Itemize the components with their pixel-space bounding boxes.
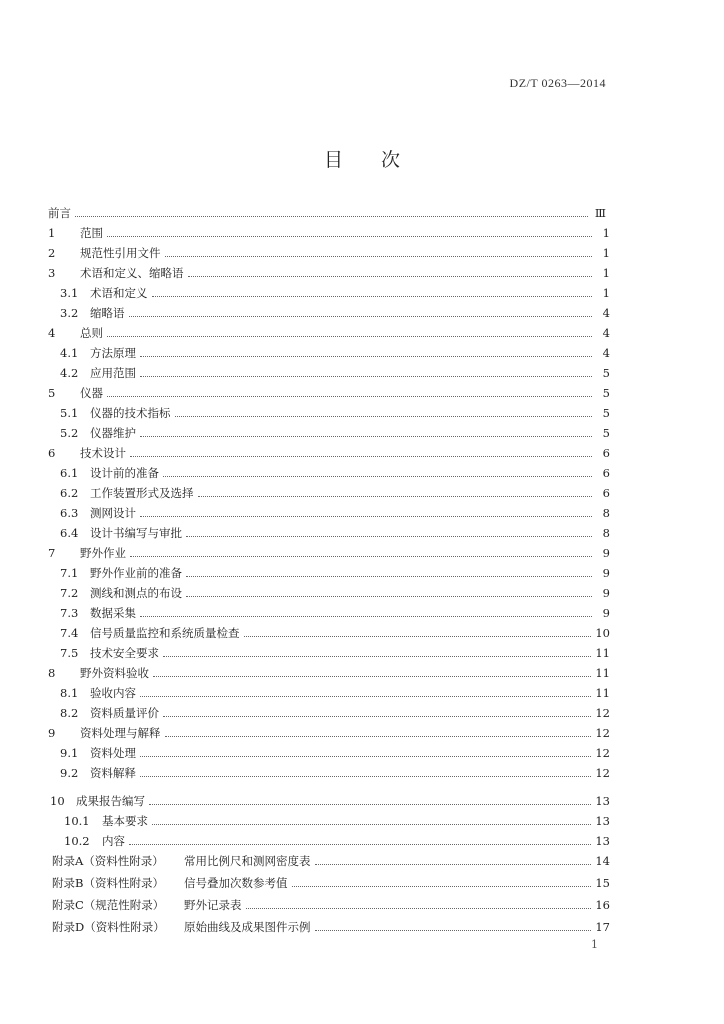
toc-entry[interactable]	[60, 566, 610, 580]
leader-dots	[107, 227, 592, 237]
toc-entry-page: 12	[595, 746, 610, 760]
toc-entry[interactable]	[50, 794, 610, 808]
toc-entry-foreword[interactable]	[48, 206, 606, 220]
toc-entry-page: 6	[602, 486, 610, 500]
toc-entry[interactable]	[60, 586, 610, 600]
leader-dots	[140, 767, 591, 777]
leader-dots	[140, 607, 592, 617]
toc-entry-page: 13	[595, 794, 610, 808]
toc-entry-page: 14	[595, 854, 610, 868]
leader-dots	[152, 815, 591, 825]
toc-entry-number: 3.2	[60, 306, 79, 320]
leader-dots	[188, 267, 593, 277]
toc-entry-page: 8	[602, 506, 610, 520]
toc-entry-page: 9	[602, 606, 610, 620]
leader-dots	[315, 855, 592, 865]
toc-entry-label: 工作装置形式及选择	[90, 486, 194, 500]
toc-entry-number: 2	[48, 246, 56, 260]
toc-entry-label: 信号质量监控和系统质量检查	[90, 626, 240, 640]
standard-code: DZ/T 0263—2014	[509, 76, 606, 90]
leader-dots	[175, 407, 593, 417]
toc-entry-page: Ⅲ	[594, 206, 606, 220]
toc-entry-page: 17	[595, 920, 610, 934]
toc-entry-label: 数据采集	[90, 606, 136, 620]
toc-entry-number: 1	[48, 226, 56, 240]
leader-dots	[130, 547, 592, 557]
toc-entry-label: 野外作业	[80, 546, 126, 560]
toc-entry-number: 附录B（资料性附录）	[52, 876, 164, 890]
toc-entry-number: 10.1	[64, 814, 90, 828]
toc-entry-page: 9	[602, 546, 610, 560]
toc-entry[interactable]	[48, 666, 610, 680]
toc-entry-number: 4.2	[60, 366, 79, 380]
leader-dots	[186, 527, 592, 537]
toc-entry-label: 仪器的技术指标	[90, 406, 171, 420]
toc-entry-label: 术语和定义	[90, 286, 148, 300]
leader-dots	[129, 307, 593, 317]
toc-entry-label: 技术安全要求	[90, 646, 159, 660]
toc-entry-number: 9.2	[60, 766, 79, 780]
toc-entry[interactable]	[48, 266, 610, 280]
leader-dots	[140, 507, 592, 517]
toc-entry-annex[interactable]	[52, 876, 610, 890]
toc-entry-number: 8.1	[60, 686, 79, 700]
toc-entry-label: 资料处理与解释	[80, 726, 161, 740]
toc-entry-label: 仪器	[80, 386, 103, 400]
toc-entry[interactable]	[48, 226, 610, 240]
toc-entry-label: 内容	[102, 834, 125, 848]
toc-entry[interactable]	[60, 466, 610, 480]
page-title: 目次	[323, 149, 438, 171]
toc-entry[interactable]	[60, 486, 610, 500]
toc-entry[interactable]	[60, 646, 610, 660]
toc-entry-number: 附录D（资料性附录）	[52, 920, 165, 934]
toc-entry[interactable]	[60, 746, 610, 760]
leader-dots	[165, 727, 592, 737]
toc-entry-number: 9.1	[60, 746, 79, 760]
toc-entry-number: 6.1	[60, 466, 79, 480]
leader-dots	[140, 347, 592, 357]
toc-entry-page: 5	[602, 406, 610, 420]
toc-entry-page: 11	[595, 686, 610, 700]
toc-entry-page: 6	[602, 466, 610, 480]
toc-entry-label: 野外资料验收	[80, 666, 149, 680]
toc-entry-page: 5	[602, 366, 610, 380]
toc-entry[interactable]	[64, 814, 610, 828]
toc-entry-number: 5.1	[60, 406, 79, 420]
leader-dots	[107, 387, 592, 397]
leader-dots	[163, 707, 591, 717]
leader-dots	[186, 567, 592, 577]
toc-entry-label: 方法原理	[90, 346, 136, 360]
toc-entry-label: 设计书编写与审批	[90, 526, 182, 540]
toc-entry-page: 1	[602, 266, 610, 280]
toc-entry[interactable]	[48, 386, 610, 400]
toc-entry-label: 技术设计	[80, 446, 126, 460]
toc-entry[interactable]	[48, 326, 610, 340]
toc-entry[interactable]	[60, 626, 610, 640]
toc-entry-number: 4	[48, 326, 56, 340]
toc-entry[interactable]	[60, 766, 610, 780]
leader-dots	[163, 647, 591, 657]
toc-entry[interactable]	[60, 526, 610, 540]
toc-entry-number: 5.2	[60, 426, 79, 440]
toc-entry-label: 前言	[48, 206, 71, 220]
toc-entry-page: 16	[595, 898, 610, 912]
toc-entry-annex[interactable]	[52, 854, 610, 868]
toc-entry-page: 10	[595, 626, 610, 640]
toc-entry-number: 3.1	[60, 286, 79, 300]
toc-entry-number: 7.3	[60, 606, 79, 620]
toc-entry[interactable]	[60, 346, 610, 360]
toc-entry-page: 4	[602, 306, 610, 320]
toc-entry-label: 信号叠加次数参考值	[184, 876, 288, 890]
toc-entry-page: 5	[602, 386, 610, 400]
toc-entry-number: 7.4	[60, 626, 79, 640]
toc-entry[interactable]	[60, 426, 610, 440]
toc-entry-number: 4.1	[60, 346, 79, 360]
toc-entry-number: 10.2	[64, 834, 90, 848]
leader-dots	[198, 487, 593, 497]
toc-entry[interactable]	[48, 446, 610, 460]
leader-dots	[186, 587, 592, 597]
leader-dots	[246, 899, 592, 909]
toc-entry[interactable]	[60, 706, 610, 720]
toc-entry-page: 1	[602, 286, 610, 300]
toc-entry-label: 测网设计	[90, 506, 136, 520]
toc-entry-page: 1	[602, 246, 610, 260]
toc-entry-label: 总则	[80, 326, 103, 340]
toc-entry-number: 3	[48, 266, 56, 280]
leader-dots	[129, 835, 591, 845]
toc-entry-number: 6.3	[60, 506, 79, 520]
leader-dots	[140, 747, 591, 757]
toc-entry-page: 1	[602, 226, 610, 240]
toc-entry-number: 7.5	[60, 646, 79, 660]
toc-entry-number: 6.2	[60, 486, 79, 500]
toc-entry-label: 成果报告编写	[76, 794, 145, 808]
toc-entry[interactable]	[60, 686, 610, 700]
toc-entry-annex[interactable]	[52, 920, 610, 934]
leader-dots	[149, 795, 591, 805]
toc-entry-number: 5	[48, 386, 56, 400]
toc-entry-page: 13	[595, 834, 610, 848]
toc-entry-page: 4	[602, 346, 610, 360]
leader-dots	[140, 687, 591, 697]
toc-entry-label: 常用比例尺和测网密度表	[184, 854, 311, 868]
toc-entry-page: 9	[602, 566, 610, 580]
toc-entry-page: 12	[595, 766, 610, 780]
toc-entry[interactable]	[60, 366, 610, 380]
leader-dots	[140, 427, 592, 437]
toc-entry-number: 7	[48, 546, 56, 560]
leader-dots	[292, 877, 592, 887]
toc-entry-number: 附录C（规范性附录）	[52, 898, 165, 912]
toc-entry-label: 应用范围	[90, 366, 136, 380]
toc-entry-label: 验收内容	[90, 686, 136, 700]
toc-entry[interactable]	[60, 506, 610, 520]
leader-dots	[315, 921, 592, 931]
toc-entry-number: 9	[48, 726, 56, 740]
leader-dots	[153, 667, 591, 677]
toc-entry-label: 范围	[80, 226, 103, 240]
toc-entry[interactable]	[48, 546, 610, 560]
toc-entry-page: 11	[595, 666, 610, 680]
toc-entry-page: 9	[602, 586, 610, 600]
toc-entry[interactable]	[60, 286, 610, 300]
leader-dots	[75, 207, 588, 217]
leader-dots	[130, 447, 592, 457]
toc-entry-number: 8	[48, 666, 56, 680]
toc-entry-number: 附录A（资料性附录）	[52, 854, 164, 868]
toc-entry-page: 8	[602, 526, 610, 540]
toc-entry-number: 8.2	[60, 706, 79, 720]
toc-entry-page: 4	[602, 326, 610, 340]
toc-entry[interactable]	[48, 246, 610, 260]
toc-entry-label: 资料质量评价	[90, 706, 159, 720]
toc-entry-label: 野外作业前的准备	[90, 566, 182, 580]
toc-entry[interactable]	[60, 406, 610, 420]
leader-dots	[165, 247, 593, 257]
toc-entry-number: 7.2	[60, 586, 79, 600]
toc-entry[interactable]	[60, 306, 610, 320]
page-number: 1	[591, 938, 598, 951]
toc-entry-number: 6	[48, 446, 56, 460]
toc-entry-label: 基本要求	[102, 814, 148, 828]
toc-entry-annex[interactable]	[52, 898, 610, 912]
toc-entry-number: 7.1	[60, 566, 79, 580]
toc-entry-label: 测线和测点的布设	[90, 586, 182, 600]
leader-dots	[163, 467, 592, 477]
toc-entry-label: 缩略语	[90, 306, 125, 320]
toc-entry-label: 资料处理	[90, 746, 136, 760]
toc-entry-page: 5	[602, 426, 610, 440]
leader-dots	[107, 327, 592, 337]
toc-entry-page: 6	[602, 446, 610, 460]
toc-entry[interactable]	[48, 726, 610, 740]
toc-entry-label: 设计前的准备	[90, 466, 159, 480]
leader-dots	[152, 287, 593, 297]
toc-entry-number: 6.4	[60, 526, 79, 540]
toc-entry[interactable]	[60, 606, 610, 620]
toc-entry-label: 野外记录表	[184, 898, 242, 912]
toc-entry-label: 仪器维护	[90, 426, 136, 440]
toc-entry-label: 资料解释	[90, 766, 136, 780]
toc-entry-page: 11	[595, 646, 610, 660]
toc-entry-page: 15	[595, 876, 610, 890]
toc-entry-page: 12	[595, 706, 610, 720]
toc-entry-number: 10	[50, 794, 65, 808]
leader-dots	[244, 627, 592, 637]
toc-entry-page: 13	[595, 814, 610, 828]
leader-dots	[140, 367, 592, 377]
toc-entry-label: 术语和定义、缩略语	[80, 266, 184, 280]
toc-entry-label: 原始曲线及成果图件示例	[184, 920, 311, 934]
toc-entry[interactable]	[64, 834, 610, 848]
toc-entry-label: 规范性引用文件	[80, 246, 161, 260]
toc-entry-page: 12	[595, 726, 610, 740]
